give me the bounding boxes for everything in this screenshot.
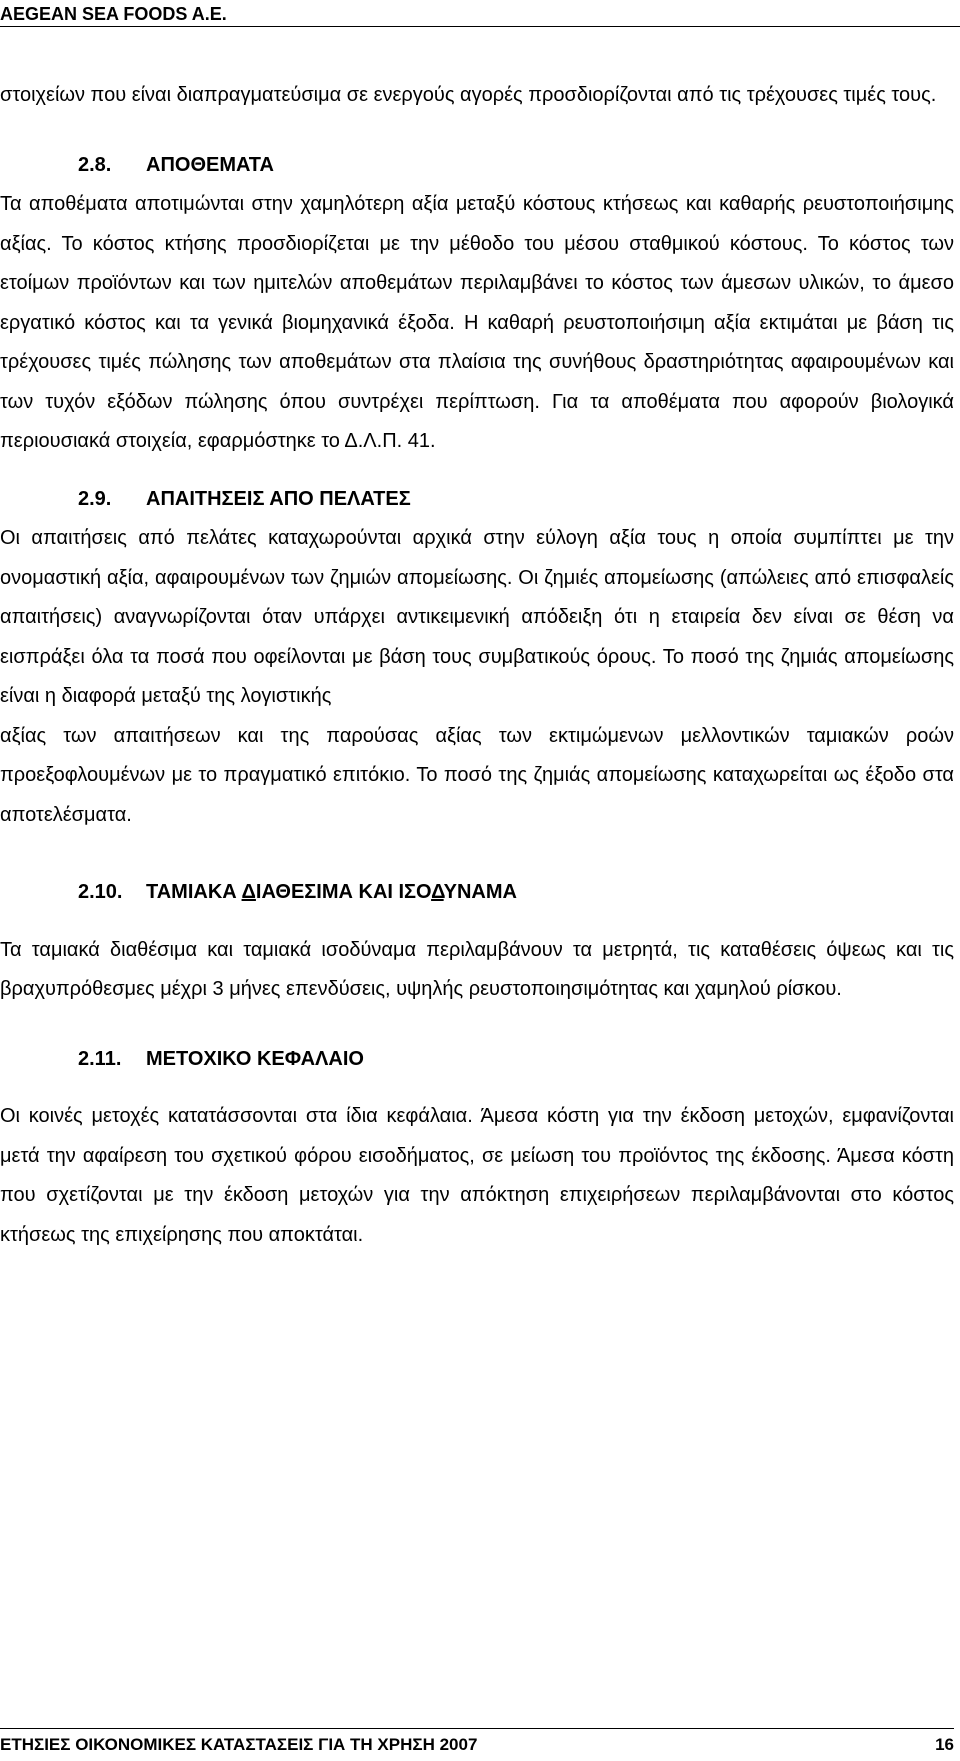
- section-heading-receivables: [0, 480, 954, 520]
- footer-divider: [0, 1728, 954, 1729]
- cash-paragraph: Τα ταμιακά διαθέσιμα και ταμιακά ισοδύναμα περιλαμβάνουν τα μετρητά, τις καταθέσεις όψεως και τις βραχυπρόθεσμες μέχρι 3 μήνες επενδύσεις, υψηλής ρευστοποιησιμότητας και χαμηλού ρίσκου.: [0, 938, 954, 1000]
- title-part: ΙΑΘΕΣΙΜΑ ΚΑΙ ΙΣΟ: [255, 881, 432, 903]
- section-heading-share-capital: [0, 1040, 954, 1080]
- section-title: [146, 881, 517, 903]
- section-title: ΜΕΤΟΧΙΚΟ ΚΕΦΑΛΑΙΟ: [146, 1047, 364, 1070]
- page-number: 16: [935, 1735, 954, 1754]
- document-body: [0, 76, 954, 1255]
- title-part: ΥΝΑΜΑ: [443, 881, 517, 903]
- share-capital-paragraph: Οι κοινές μετοχές κατατάσσονται στα ίδια κεφάλαια. Άμεσα κόστη για την έκδοση μετοχών, εμφανίζονται μετά την αφαίρεση του σχετικού φόρου εισοδήματος, σε μείωση του προϊόντος της έκδοσης. Άμεσα κόστη που σχετίζονται με την έκδοση μετοχών για την απόκτηση επιχειρήσεων περιλαμβάνονται στο κόστος κτήσεως της επιχείρησης που αποκτάται.: [0, 1105, 954, 1246]
- page-footer: [0, 1735, 954, 1755]
- header-divider: [0, 26, 960, 27]
- footer-title: ΕΤΗΣΙΕΣ ΟΙΚΟΝΟΜΙΚΕΣ ΚΑΤΑΣΤΑΣΕΙΣ ΓΙΑ ΤΗ ΧΡΗΣΗ 2007: [0, 1735, 478, 1754]
- title-underlined-letter: Δ: [431, 881, 444, 903]
- section-number: 2.10.: [78, 881, 123, 903]
- section-title: ΑΠΟΘΕΜΑΤΑ: [146, 153, 274, 176]
- section-number: 2.11.: [78, 1047, 122, 1070]
- company-name: AEGEAN SEA FOODS A.E.: [0, 4, 227, 24]
- receivables-paragraph-1: Οι απαιτήσεις από πελάτες καταχωρούνται αρχικά στην εύλογη αξία τους η οποία συμπίπτει με την ονομαστική αξία, αφαιρουμένων των ζημιών απομείωσης. Οι ζημιές απομείωσης (απώλειες από επισφαλείς απαιτήσεις) αναγνωρίζονται όταν υπάρχει αντικειμενική απόδειξη ότι η εταιρεία δεν είναι σε θέση να εισπράξει όλα τα ποσά που οφείλονται με βάση τους συμβατικούς όρους. Το ποσό της ζημιάς απομείωσης είναι η διαφορά μεταξύ της λογιστικής: [0, 527, 954, 707]
- inventories-paragraph: Τα αποθέματα αποτιμώνται στην χαμηλότερη αξία μεταξύ κόστους κτήσεως και καθαρής ρευστοποιήσιμης αξίας. Το κόστος κτήσης προσδιορίζεται με την μέθοδο του μέσου σταθμικού κόστους. Το κόστος των ετοίμων προϊόντων και των ημιτελών αποθεμάτων περιλαμβάνει το κόστος των άμεσων υλικών, το άμεσο εργατικό κόστος και τα γενικά βιομηχανικά έξοδα. Η καθαρή ρευστοποιήσιμη αξία εκτιμάται με βάση τις τρέχουσες τιμές πώλησης των αποθεμάτων στα πλαίσια της συνήθους δραστηριότητας αφαιρουμένων και των τυχόν εξόδων πώλησης όπου συντρέχει περίπτωση. Για τα αποθέματα που αφορούν βιολογικά περιουσιακά στοιχεία, εφαρμόστηκε το Δ.Λ.Π. 41.: [0, 193, 954, 452]
- intro-paragraph: στοιχείων που είναι διαπραγματεύσιμα σε ενεργούς αγορές προσδιορίζονται από τις τρέχουσες τιμές τους.: [0, 84, 937, 106]
- section-title: ΑΠΑΙΤΗΣΕΙΣ ΑΠΟ ΠΕΛΑΤΕΣ: [146, 487, 411, 510]
- section-heading-cash: [0, 873, 954, 913]
- section-number: 2.8.: [78, 153, 112, 176]
- title-part: ΤΑΜΙΑΚΑ: [146, 881, 242, 903]
- receivables-paragraph-2: αξίας των απαιτήσεων και της παρούσας αξίας των εκτιμώμενων μελλοντικών ταμιακών ροών προεξοφλουμένων με το πραγματικό επιτόκιο. Το ποσό της ζημιάς απομείωσης καταχωρείται ως έξοδο στα αποτελέσματα.: [0, 724, 954, 826]
- page-header: [0, 4, 960, 24]
- section-heading-inventories: [0, 146, 954, 186]
- section-number: 2.9.: [78, 487, 112, 510]
- title-underlined-letter: Δ: [241, 881, 256, 903]
